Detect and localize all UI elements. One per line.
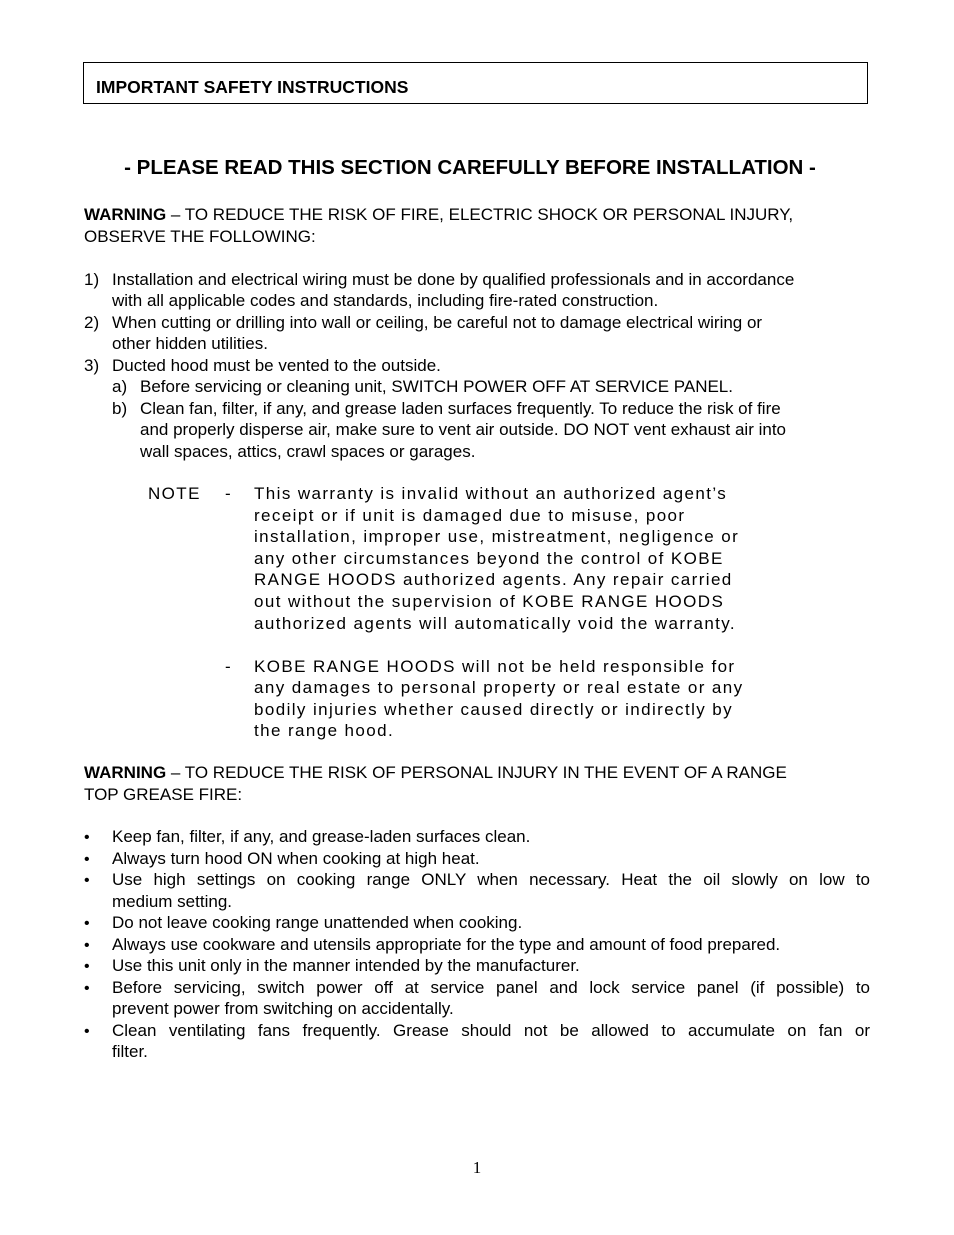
bullet-icon: • — [84, 937, 90, 954]
sub-list-text: Clean fan, filter, if any, and grease laden surfaces frequently. To reduce the risk of fire — [140, 399, 781, 418]
sub-list-letter: b) — [112, 399, 128, 418]
bullet-icon: • — [84, 872, 90, 889]
bullet-icon: • — [84, 915, 90, 932]
page-title: - PLEASE READ THIS SECTION CAREFULLY BEFORE INSTALLATION - — [124, 156, 816, 179]
bullet-text: medium setting. — [112, 892, 232, 911]
bullet-icon: • — [84, 829, 90, 846]
list-item-text: with all applicable codes and standards, including fire-rated construction. — [112, 291, 659, 310]
list-item-text: other hidden utilities. — [112, 334, 268, 353]
note-text-line: out without the supervision of KOBE RANGE HOODS — [254, 592, 725, 611]
warning-text-line: – TO REDUCE THE RISK OF PERSONAL INJURY IN THE EVENT OF A RANGE — [166, 763, 787, 782]
sub-list-text: Before servicing or cleaning unit, SWITCH POWER OFF AT SERVICE PANEL. — [140, 377, 733, 396]
note-text-line: any other circumstances beyond the control of KOBE — [254, 549, 724, 568]
note-dash: - — [225, 484, 233, 503]
warning-label: WARNING — [84, 763, 167, 782]
note-text-line: This warranty is invalid without an authorized agent’s — [254, 484, 728, 503]
note-text-line: RANGE HOODS authorized agents. Any repair carried — [254, 570, 733, 589]
note-text-line: receipt or if unit is damaged due to misuse, poor — [254, 506, 686, 525]
bullet-icon: • — [84, 1023, 90, 1040]
note-text-line: installation, improper use, mistreatment, negligence or — [254, 527, 740, 546]
list-number: 1) — [84, 270, 100, 289]
bullet-text: prevent power from switching on accidentally. — [112, 999, 454, 1018]
bullet-text: Use this unit only in the manner intended by the manufacturer. — [112, 956, 580, 975]
warning-fire-shock — [84, 204, 874, 247]
bullet-icon: • — [84, 851, 90, 868]
bullet-text: Keep fan, filter, if any, and grease-laden surfaces clean. — [112, 827, 531, 846]
note-text-line: KOBE RANGE HOODS will not be held responsible for — [254, 657, 736, 676]
note-label: NOTE — [148, 484, 201, 503]
note-text-line: authorized agents will automatically void the warranty. — [254, 614, 737, 633]
bullet-icon: • — [84, 980, 90, 997]
section-header-box — [83, 62, 868, 104]
warning-text-line: TOP GREASE FIRE: — [84, 784, 243, 804]
sub-list-text: and properly disperse air, make sure to vent air outside. DO NOT vent exhaust air into — [140, 420, 786, 439]
sub-list-text: wall spaces, attics, crawl spaces or garages. — [140, 442, 476, 461]
warning-grease-fire — [84, 762, 874, 805]
bullet-icon: • — [84, 958, 90, 975]
bullet-text: Clean ventilating fans frequently. Grease should not be allowed to accumulate on fan or — [112, 1021, 870, 1040]
section-header-title: IMPORTANT SAFETY INSTRUCTIONS — [96, 77, 409, 97]
warning-label: WARNING — [84, 205, 167, 224]
sub-list-letter: a) — [112, 377, 128, 396]
warning-text-line: OBSERVE THE FOLLOWING: — [84, 226, 316, 246]
list-number: 3) — [84, 356, 100, 375]
warning-text-line: – TO REDUCE THE RISK OF FIRE, ELECTRIC SHOCK OR PERSONAL INJURY, — [166, 205, 794, 224]
bullet-text: Always use cookware and utensils appropriate for the type and amount of food prepared. — [112, 935, 781, 954]
bullet-text: Always turn hood ON when cooking at high heat. — [112, 849, 480, 868]
note-text-line: bodily injuries whether caused directly or indirectly by — [254, 700, 734, 719]
list-item-text: When cutting or drilling into wall or ceiling, be careful not to damage electrical wiring or — [112, 313, 763, 332]
list-number: 2) — [84, 313, 100, 332]
list-item-text: Ducted hood must be vented to the outside. — [112, 356, 441, 375]
note-text-line: the range hood. — [254, 721, 395, 740]
bullet-text: Do not leave cooking range unattended when cooking. — [112, 913, 523, 932]
note-text-line: any damages to personal property or real estate or any — [254, 678, 744, 697]
note-dash: - — [225, 657, 233, 676]
bullet-text: filter. — [112, 1042, 148, 1061]
page-number: 1 — [472, 1158, 482, 1177]
list-item-text: Installation and electrical wiring must be done by qualified professionals and in accordance — [112, 270, 795, 289]
bullet-text: Use high settings on cooking range ONLY when necessary. Heat the oil slowly on low to — [112, 870, 870, 889]
bullet-text: Before servicing, switch power off at service panel and lock service panel (if possible) to — [112, 978, 870, 997]
